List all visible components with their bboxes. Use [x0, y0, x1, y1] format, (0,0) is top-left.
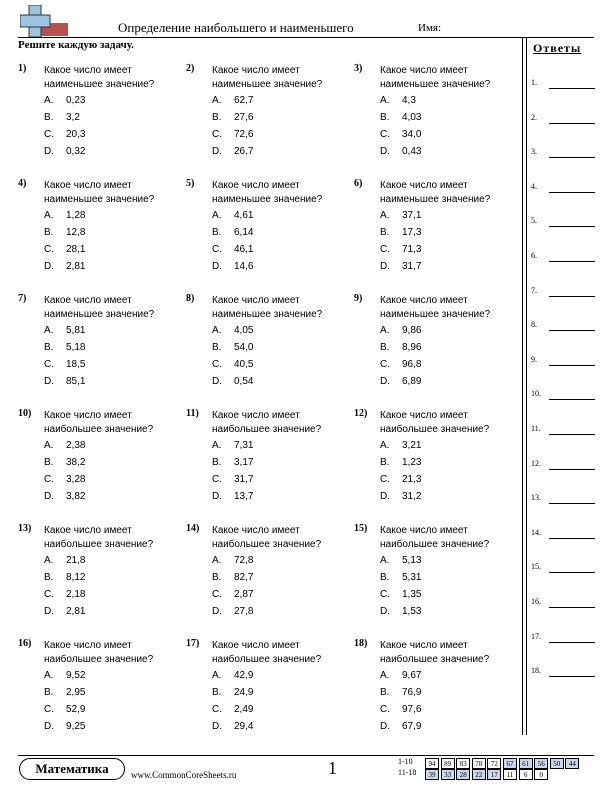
- option-value: 3,2: [66, 112, 80, 123]
- option-letter: D.: [212, 146, 222, 157]
- problem-question: Какое число имеет наибольшее значение?: [212, 640, 322, 665]
- option-value: 8,96: [402, 342, 422, 353]
- option-value: 76,9: [402, 687, 422, 698]
- option-value: 7,31: [234, 440, 254, 451]
- option-letter: A.: [44, 555, 54, 566]
- answer-row: [531, 147, 595, 161]
- option-letter: D.: [44, 376, 54, 387]
- problem-number: 5): [186, 178, 195, 189]
- header-rule: [18, 37, 594, 38]
- option-letter: C.: [44, 704, 54, 715]
- option-value: 29,4: [234, 721, 254, 732]
- problem-question: Какое число имеет наименьшее значение?: [44, 65, 155, 90]
- score-key-cell: 67: [503, 758, 517, 769]
- problem-item: [354, 523, 514, 623]
- option-letter: B.: [44, 687, 54, 698]
- answer-number: 10.: [531, 389, 541, 399]
- option-value: 82,7: [234, 572, 254, 583]
- option-value: 0,32: [66, 146, 86, 157]
- option-letter: D.: [212, 721, 222, 732]
- option-value: 2,18: [66, 589, 86, 600]
- answer-blank[interactable]: [549, 157, 595, 158]
- option-letter: C.: [380, 474, 390, 485]
- score-key-cell: 0: [534, 769, 548, 780]
- answer-blank[interactable]: [549, 192, 595, 193]
- website-text: www.CommonCoreSheets.ru: [131, 770, 237, 780]
- option-value: 40,5: [234, 359, 254, 370]
- problem-number: 2): [186, 63, 195, 74]
- score-key-cell: 72: [487, 758, 501, 769]
- problem-number: 8): [186, 293, 195, 304]
- problem-item: [18, 523, 178, 623]
- option-letter: A.: [212, 440, 222, 451]
- answer-blank[interactable]: [549, 676, 595, 677]
- problem-question: Какое число имеет наименьшее значение?: [212, 295, 323, 320]
- option-letter: C.: [212, 129, 222, 140]
- option-letter: C.: [380, 129, 390, 140]
- option-value: 20,3: [66, 129, 86, 140]
- problem-number: 3): [354, 63, 363, 74]
- option-letter: A.: [212, 95, 222, 106]
- answer-blank[interactable]: [549, 330, 595, 331]
- answer-blank[interactable]: [549, 642, 595, 643]
- option-letter: A.: [380, 210, 390, 221]
- score-key-cell: 94: [425, 758, 439, 769]
- answer-number: 6.: [531, 251, 537, 260]
- option-value: 27,8: [234, 606, 254, 617]
- answer-number: 3.: [531, 147, 537, 157]
- problem-number: 16): [18, 638, 32, 649]
- option-letter: B.: [212, 342, 222, 353]
- answer-number: 11.: [531, 424, 541, 433]
- answer-number: 14.: [531, 527, 541, 537]
- score-key-cell: 11: [503, 769, 517, 780]
- option-value: 2,81: [66, 606, 86, 617]
- problem-number: 13): [18, 523, 32, 534]
- option-letter: D.: [44, 721, 54, 732]
- problem-number: 14): [186, 523, 200, 534]
- option-value: 8,12: [66, 572, 86, 583]
- option-value: 67,9: [402, 721, 422, 732]
- problem-number: 12): [354, 408, 368, 419]
- option-value: 9,67: [402, 670, 422, 681]
- option-value: 21,3: [402, 474, 422, 485]
- answer-blank[interactable]: [549, 365, 595, 366]
- option-value: 42,9: [234, 670, 254, 681]
- answer-row: [531, 597, 595, 611]
- option-value: 34,0: [402, 129, 422, 140]
- answer-row: [531, 666, 595, 680]
- problem-question: Какое число имеет наибольшее значение?: [380, 640, 490, 665]
- option-value: 28,1: [66, 244, 86, 255]
- option-letter: D.: [380, 146, 390, 157]
- option-value: 13,7: [234, 491, 254, 502]
- answer-number: 17.: [531, 631, 541, 641]
- problem-item: [18, 408, 178, 508]
- option-letter: B.: [44, 112, 54, 123]
- option-value: 5,81: [66, 325, 86, 336]
- option-value: 97,6: [402, 704, 422, 715]
- option-letter: C.: [44, 359, 54, 370]
- option-value: 31,7: [234, 474, 254, 485]
- option-letter: C.: [380, 589, 390, 600]
- problem-question: Какое число имеет наибольшее значение?: [44, 410, 154, 435]
- option-letter: C.: [212, 704, 222, 715]
- option-letter: D.: [380, 491, 390, 502]
- option-letter: B.: [380, 572, 390, 583]
- score-key-cell: 78: [472, 758, 486, 769]
- option-letter: A.: [380, 95, 390, 106]
- option-letter: B.: [380, 342, 390, 353]
- answer-row: [531, 286, 595, 300]
- option-letter: D.: [44, 261, 54, 272]
- problem-item: [18, 293, 178, 393]
- problem-item: [354, 638, 514, 738]
- option-value: 12,8: [66, 227, 86, 238]
- option-letter: B.: [212, 572, 222, 583]
- option-value: 3,17: [234, 457, 254, 468]
- answer-blank[interactable]: [549, 503, 595, 504]
- option-value: 9,25: [66, 721, 86, 732]
- option-letter: D.: [44, 146, 54, 157]
- option-letter: A.: [212, 670, 222, 681]
- option-value: 26,7: [234, 146, 254, 157]
- option-value: 62,7: [234, 95, 254, 106]
- answer-blank[interactable]: [549, 296, 595, 297]
- option-letter: C.: [44, 589, 54, 600]
- column-divider: [522, 37, 523, 735]
- instructions: Решите каждую задачу.: [18, 39, 134, 51]
- answer-number: 4.: [531, 181, 537, 191]
- option-letter: A.: [380, 440, 390, 451]
- option-letter: B.: [44, 457, 54, 468]
- page-number: 1: [328, 758, 337, 778]
- option-value: 72,6: [234, 129, 254, 140]
- answer-row: [531, 562, 595, 576]
- problem-item: [186, 178, 346, 278]
- problem-number: 18): [354, 638, 368, 649]
- column-divider: [526, 37, 527, 735]
- option-letter: C.: [380, 359, 390, 370]
- option-value: 0,54: [234, 376, 254, 387]
- answer-number: 16.: [531, 597, 541, 606]
- option-value: 4,03: [402, 112, 422, 123]
- option-value: 46,1: [234, 244, 254, 255]
- option-value: 1,35: [402, 589, 422, 600]
- option-value: 4,05: [234, 325, 254, 336]
- problem-item: [18, 63, 178, 163]
- score-key-cell: 22: [472, 769, 486, 780]
- option-letter: B.: [380, 227, 390, 238]
- problem-question: Какое число имеет наименьшее значение?: [44, 295, 155, 320]
- option-value: 3,28: [66, 474, 86, 485]
- answer-blank[interactable]: [549, 88, 595, 89]
- option-letter: B.: [44, 342, 54, 353]
- problem-item: [354, 178, 514, 278]
- problem-item: [186, 523, 346, 623]
- problem-question: Какое число имеет наибольшее значение?: [380, 525, 490, 550]
- option-letter: C.: [212, 589, 222, 600]
- option-value: 1,28: [66, 210, 86, 221]
- option-letter: B.: [44, 572, 54, 583]
- answer-number: 8.: [531, 320, 537, 330]
- option-value: 21,8: [66, 555, 86, 566]
- problem-item: [354, 63, 514, 163]
- score-key-cell: 44: [565, 758, 579, 769]
- option-letter: D.: [44, 491, 54, 502]
- option-letter: C.: [44, 474, 54, 485]
- option-value: 14,6: [234, 261, 254, 272]
- plus-logo-icon: [20, 5, 70, 39]
- option-letter: D.: [380, 376, 390, 387]
- option-value: 72,8: [234, 555, 254, 566]
- option-letter: C.: [212, 474, 222, 485]
- score-key-cell: 17: [487, 769, 501, 780]
- answer-row: [531, 389, 595, 403]
- option-letter: A.: [44, 670, 54, 681]
- option-value: 37,1: [402, 210, 422, 221]
- problem-item: [186, 293, 346, 393]
- option-letter: C.: [380, 244, 390, 255]
- option-value: 52,9: [66, 704, 86, 715]
- answer-blank[interactable]: [549, 226, 595, 227]
- option-letter: A.: [44, 325, 54, 336]
- option-value: 1,53: [402, 606, 422, 617]
- answer-row: [531, 493, 595, 507]
- problem-question: Какое число имеет наименьшее значение?: [380, 180, 491, 205]
- option-value: 54,0: [234, 342, 254, 353]
- option-letter: A.: [380, 555, 390, 566]
- option-letter: D.: [212, 376, 222, 387]
- option-letter: B.: [380, 687, 390, 698]
- option-value: 2,81: [66, 261, 86, 272]
- problem-question: Какое число имеет наибольшее значение?: [212, 410, 322, 435]
- score-key-cell: 6: [519, 769, 533, 780]
- option-value: 3,21: [402, 440, 422, 451]
- answer-row: [531, 528, 595, 542]
- option-value: 9,52: [66, 670, 86, 681]
- answer-number: 1.: [531, 78, 537, 87]
- problem-number: 4): [18, 178, 27, 189]
- answer-blank[interactable]: [549, 123, 595, 124]
- option-value: 18,5: [66, 359, 86, 370]
- answer-number: 2.: [531, 112, 537, 122]
- option-letter: D.: [380, 721, 390, 732]
- answer-number: 9.: [531, 354, 537, 364]
- option-letter: C.: [380, 704, 390, 715]
- answer-blank[interactable]: [549, 434, 595, 435]
- option-letter: A.: [380, 325, 390, 336]
- option-letter: C.: [212, 359, 222, 370]
- answer-number: 5.: [531, 216, 537, 226]
- option-value: 0,43: [402, 146, 422, 157]
- option-value: 2,87: [234, 589, 254, 600]
- problem-number: 6): [354, 178, 363, 189]
- option-value: 4,61: [234, 210, 254, 221]
- problem-question: Какое число имеет наибольшее значение?: [380, 410, 490, 435]
- option-value: 5,13: [402, 555, 422, 566]
- problem-question: Какое число имеет наименьшее значение?: [380, 65, 491, 90]
- option-letter: A.: [44, 440, 54, 451]
- option-letter: D.: [44, 606, 54, 617]
- problem-question: Какое число имеет наименьшее значение?: [212, 65, 323, 90]
- option-value: 2,95: [66, 687, 86, 698]
- option-value: 5,18: [66, 342, 86, 353]
- answer-row: [531, 459, 595, 473]
- answer-row: [531, 113, 595, 127]
- option-letter: A.: [44, 210, 54, 221]
- option-letter: B.: [212, 112, 222, 123]
- footer-rule: [18, 755, 594, 756]
- answer-blank[interactable]: [549, 399, 595, 400]
- option-letter: B.: [44, 227, 54, 238]
- answer-row: [531, 320, 595, 334]
- problem-question: Какое число имеет наибольшее значение?: [44, 525, 154, 550]
- problem-question: Какое число имеет наименьшее значение?: [44, 180, 155, 205]
- option-letter: A.: [212, 325, 222, 336]
- problem-item: [186, 63, 346, 163]
- problem-number: 10): [18, 408, 32, 419]
- option-letter: C.: [44, 129, 54, 140]
- option-value: 27,6: [234, 112, 254, 123]
- problem-question: Какое число имеет наибольшее значение?: [44, 640, 154, 665]
- option-letter: A.: [212, 555, 222, 566]
- option-letter: C.: [212, 244, 222, 255]
- problem-number: 9): [354, 293, 363, 304]
- problem-item: [354, 408, 514, 508]
- option-value: 3,82: [66, 491, 86, 502]
- answer-number: 15.: [531, 562, 541, 572]
- answer-row: [531, 424, 595, 438]
- option-letter: A.: [380, 670, 390, 681]
- problem-number: 17): [186, 638, 200, 649]
- option-letter: D.: [212, 606, 222, 617]
- score-key-cell: 33: [441, 769, 455, 780]
- problem-item: [18, 638, 178, 738]
- option-letter: B.: [380, 112, 390, 123]
- score-key-cell: 61: [519, 758, 533, 769]
- option-letter: B.: [212, 227, 222, 238]
- answer-row: [531, 78, 595, 92]
- option-letter: A.: [44, 95, 54, 106]
- problem-number: 1): [18, 63, 27, 74]
- name-label: Имя:: [418, 22, 442, 34]
- option-letter: D.: [212, 491, 222, 502]
- problem-item: [186, 638, 346, 738]
- problem-number: 11): [186, 408, 199, 419]
- answers-title: Ответы: [533, 41, 582, 55]
- option-value: 17,3: [402, 227, 422, 238]
- answer-blank[interactable]: [549, 261, 595, 262]
- brand-badge: Математика: [19, 758, 125, 780]
- problem-question: Какое число имеет наибольшее значение?: [212, 525, 322, 550]
- answer-number: 12.: [531, 458, 541, 468]
- option-letter: D.: [380, 606, 390, 617]
- answer-row: [531, 216, 595, 230]
- problem-question: Какое число имеет наименьшее значение?: [380, 295, 491, 320]
- answer-blank[interactable]: [549, 607, 595, 608]
- option-value: 6,89: [402, 376, 422, 387]
- answer-row: [531, 251, 595, 265]
- problem-number: 7): [18, 293, 27, 304]
- answer-row: [531, 355, 595, 369]
- answer-blank[interactable]: [549, 538, 595, 539]
- score-key-cell: 39: [425, 769, 439, 780]
- option-value: 96,8: [402, 359, 422, 370]
- option-letter: B.: [380, 457, 390, 468]
- option-value: 6,14: [234, 227, 254, 238]
- option-letter: B.: [212, 457, 222, 468]
- option-value: 2,38: [66, 440, 86, 451]
- option-letter: D.: [212, 261, 222, 272]
- answer-row: [531, 632, 595, 646]
- option-letter: C.: [44, 244, 54, 255]
- score-key-cell: 50: [550, 758, 564, 769]
- score-key-range: 1-10: [398, 757, 413, 766]
- option-value: 2,49: [234, 704, 254, 715]
- option-value: 0,23: [66, 95, 86, 106]
- option-value: 85,1: [66, 376, 86, 387]
- answer-blank[interactable]: [549, 572, 595, 573]
- answer-row: [531, 182, 595, 196]
- option-value: 31,7: [402, 261, 422, 272]
- problem-number: 15): [354, 523, 368, 534]
- option-value: 5,31: [402, 572, 422, 583]
- score-key-cell: 89: [441, 758, 455, 769]
- answer-blank[interactable]: [549, 469, 595, 470]
- score-key-cell: 83: [456, 758, 470, 769]
- problem-item: [354, 293, 514, 393]
- problem-item: [18, 178, 178, 278]
- score-key-range: 11-18: [398, 768, 417, 777]
- score-key-cell: 56: [534, 758, 548, 769]
- option-value: 4,3: [402, 95, 416, 106]
- option-value: 38,2: [66, 457, 86, 468]
- option-letter: A.: [212, 210, 222, 221]
- worksheet-title: Определение наибольшего и наименьшего: [118, 20, 354, 35]
- answer-number: 13.: [531, 493, 541, 503]
- option-letter: B.: [212, 687, 222, 698]
- option-value: 71,3: [402, 244, 422, 255]
- option-value: 24,9: [234, 687, 254, 698]
- option-letter: D.: [380, 261, 390, 272]
- problem-question: Какое число имеет наименьшее значение?: [212, 180, 323, 205]
- option-value: 31,2: [402, 491, 422, 502]
- answer-number: 7.: [531, 285, 537, 295]
- score-key-cell: 28: [456, 769, 470, 780]
- problem-item: [186, 408, 346, 508]
- answer-number: 18.: [531, 666, 541, 676]
- option-value: 9,86: [402, 325, 422, 336]
- option-value: 1,23: [402, 457, 422, 468]
